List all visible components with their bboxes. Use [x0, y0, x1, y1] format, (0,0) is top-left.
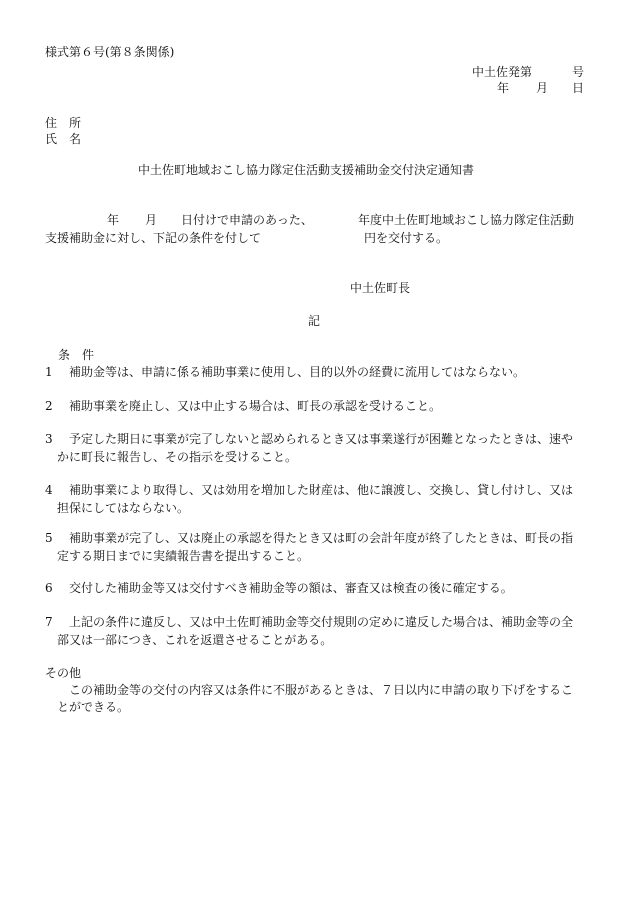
conditions-heading: 条 件: [58, 348, 95, 362]
date-year: 年: [497, 81, 510, 95]
condition-text-continued: 部又は一部につき、これを返還させることがある。: [57, 633, 333, 647]
document-title: 中土佐町地域おこし協力隊定住活動支援補助金交付決定通知書: [138, 163, 475, 177]
doc-number-prefix: 中土佐発第: [472, 65, 533, 79]
date-day: 日: [572, 81, 585, 95]
date-month: 月: [536, 81, 549, 95]
form-number: 様式第６号(第８条関係): [45, 45, 175, 59]
condition-text: 補助事業により取得し、又は効用を増加した財産は、他に譲渡し、交換し、貸し付けし、又は: [69, 483, 574, 497]
condition-number: 2: [45, 399, 53, 413]
issuer: 中土佐町長: [350, 281, 411, 295]
ki-mark: 記: [308, 314, 321, 328]
condition-text: 補助事業が完了し、又は廃止の承認を得たとき又は町の会計年度が終了したときは、町長の指: [69, 531, 574, 545]
condition-number: 4: [45, 483, 53, 497]
condition-text-continued: 担保にしてはならない。: [57, 501, 190, 515]
other-heading: その他: [45, 666, 82, 680]
condition-text: 上記の条件に違反し、又は中土佐町補助金等交付規則の定めに違反した場合は、補助金等の全: [69, 615, 574, 629]
condition-number: 1: [45, 365, 53, 379]
other-text: この補助金等の交付の内容又は条件に不服があるときは、７日以内に申請の取り下げをするこ: [69, 683, 574, 697]
condition-number: 3: [45, 432, 53, 446]
name-label: 氏 名: [45, 132, 82, 146]
condition-number: 7: [45, 615, 53, 629]
body-month: 月: [145, 213, 158, 227]
body-line2-a: 支援補助金に対し、下記の条件を付して: [45, 231, 262, 245]
condition-text-continued: 定する期日までに実績報告書を提出すること。: [57, 549, 310, 563]
body-line2-amount: 円を交付する。: [364, 231, 449, 245]
doc-number-suffix: 号: [572, 65, 585, 79]
condition-text: 予定した期日に事業が完了しないと認められるとき又は事業遂行が困難となったときは、速や: [69, 432, 574, 446]
condition-number: 5: [45, 531, 53, 545]
body-fiscal-year-text: 年度中土佐町地域おこし協力隊定住活動: [358, 213, 575, 227]
condition-text: 交付した補助金等又は交付すべき補助金等の額は、審査又は検査の後に確定する。: [69, 581, 513, 595]
condition-text: 補助事業を廃止し、又は中止する場合は、町長の承認を受けること。: [69, 399, 442, 413]
other-text-continued: とができる。: [57, 700, 130, 714]
address-label: 住 所: [45, 116, 82, 130]
body-day-text: 日付けで申請のあった、: [181, 213, 313, 227]
condition-text: 補助金等は、申請に係る補助事業に使用し、目的以外の経費に流用してはならない。: [69, 365, 526, 379]
condition-text-continued: かに町長に報告し、その指示を受けること。: [57, 450, 298, 464]
body-year: 年: [107, 213, 120, 227]
condition-number: 6: [45, 581, 53, 595]
